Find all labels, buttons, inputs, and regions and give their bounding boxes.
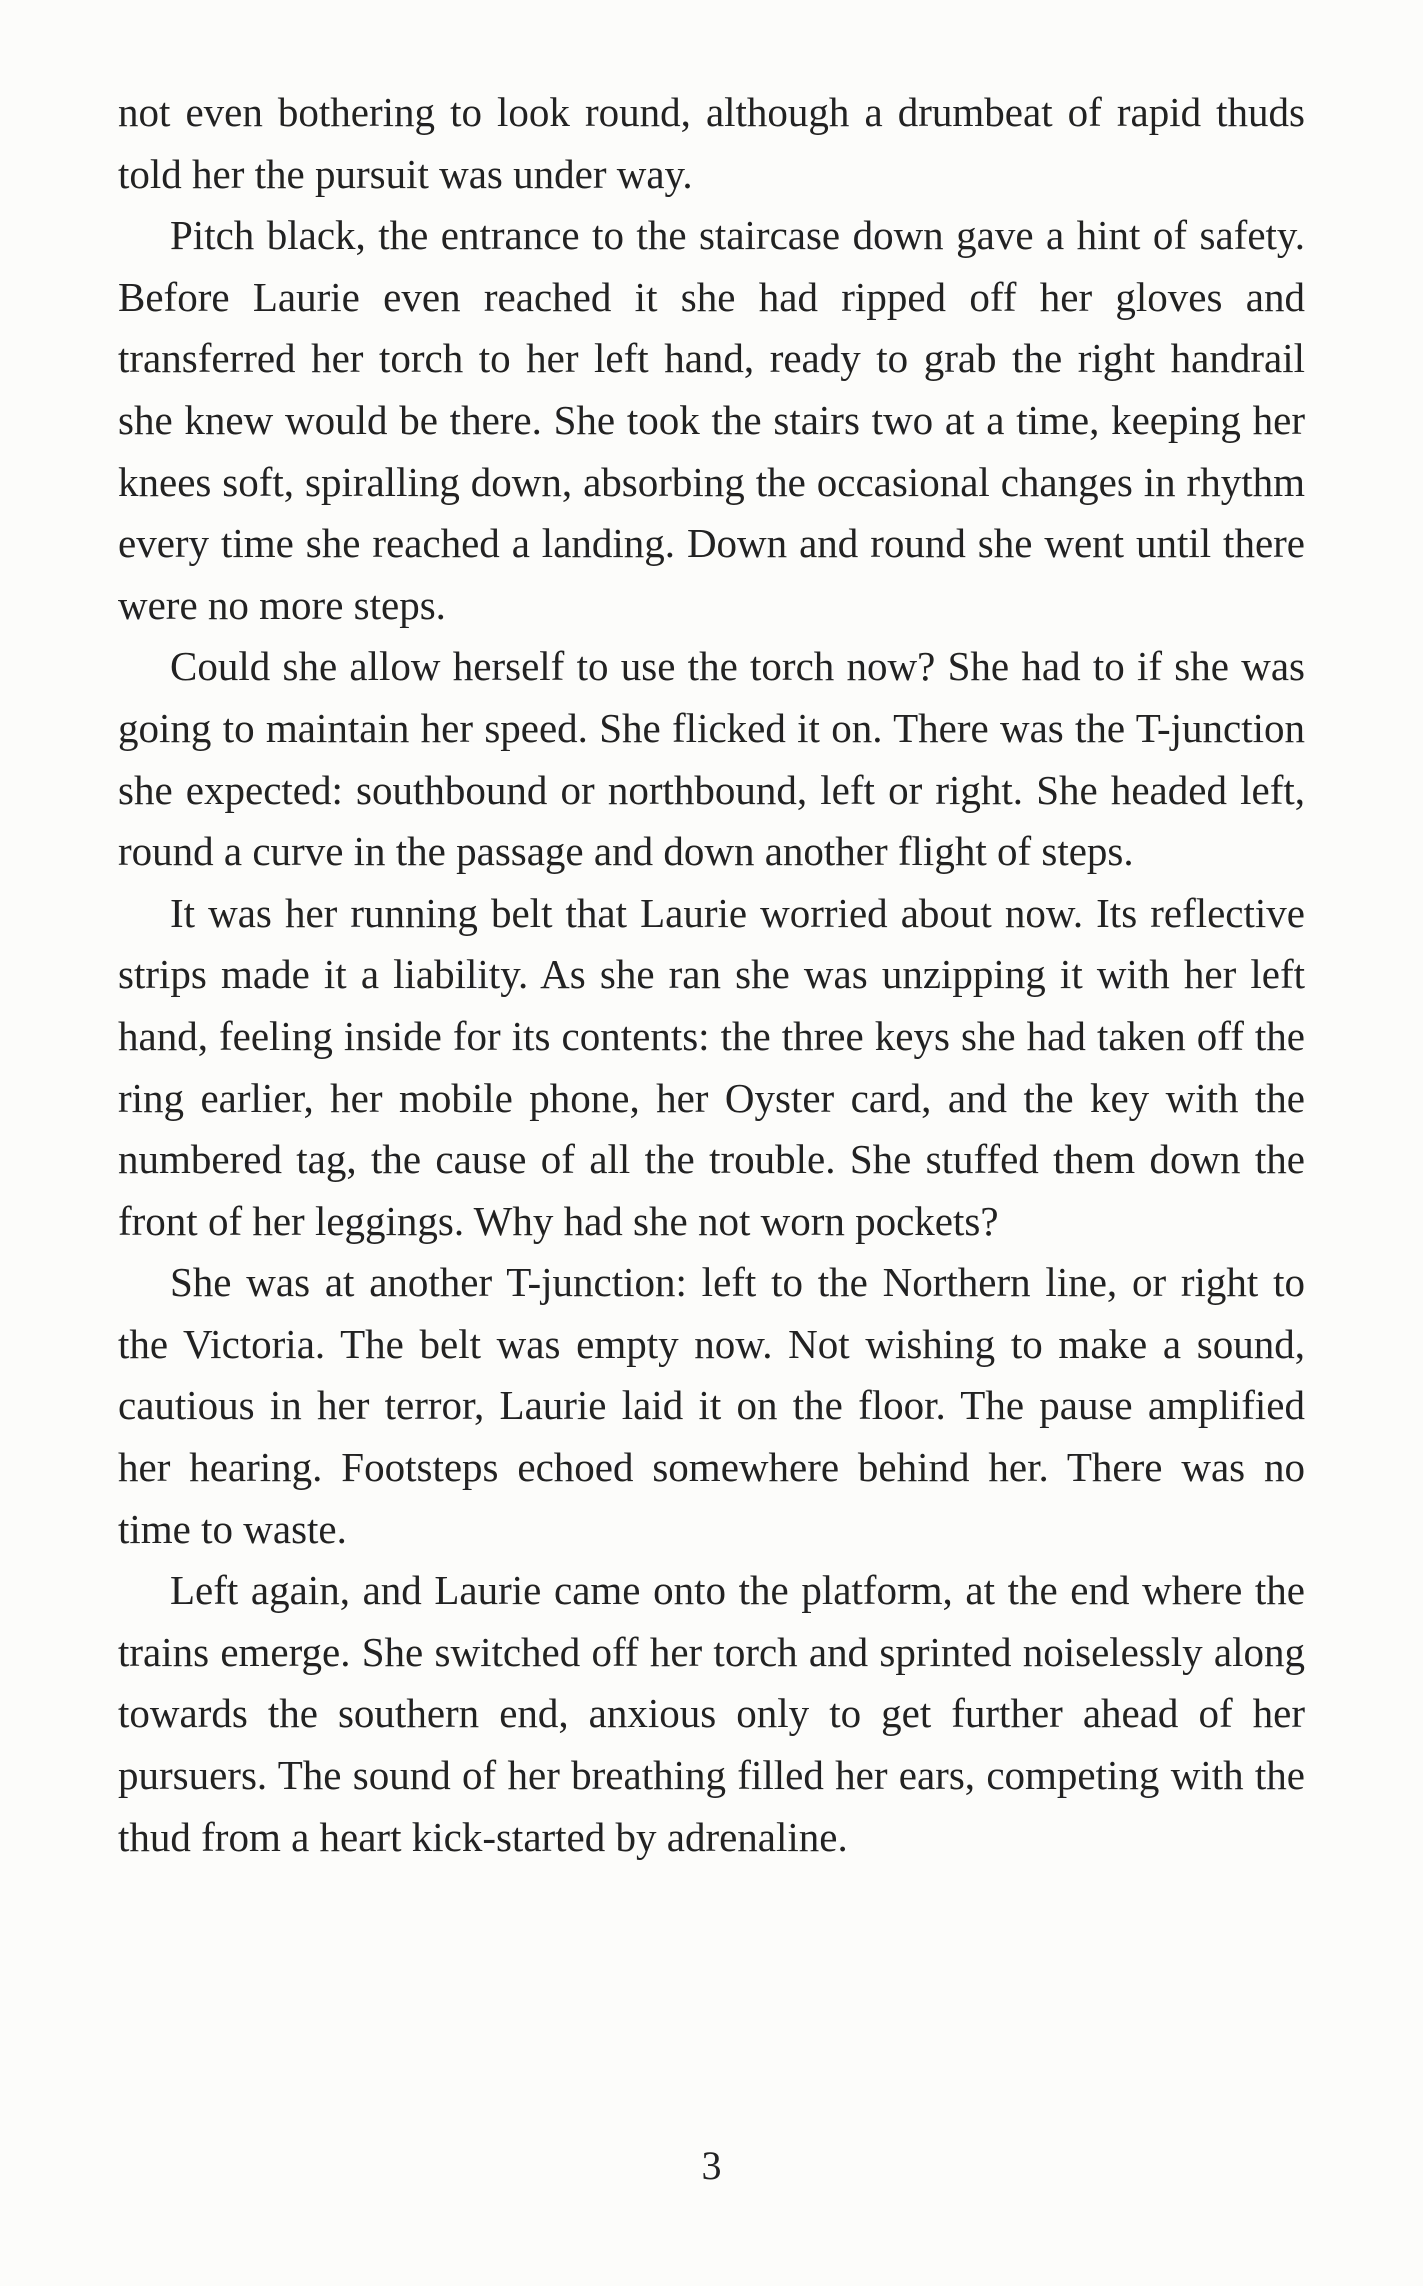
paragraph-4: It was her running belt that Laurie worried about now. Its reflective strips made it a liability. As she ran she was unzipping it with her left hand, feeling inside for its contents: the three keys she had taken off the ring earlier, her mobile phone, her Oyster card, and the key with the numbered tag, the cause of all the trouble. She stuffed them down the front of her leggings. Why had she not worn pockets?	[118, 889, 1305, 1244]
page-body	[118, 82, 1305, 1868]
paragraph-3: Could she allow herself to use the torch now? She had to if she was going to maintain her speed. She flicked it on. There was the T-junction she expected: southbound or northbound, left or right. She headed left, round a curve in the passage and down another flight of steps.	[118, 643, 1305, 875]
paragraph-2: Pitch black, the entrance to the staircase down gave a hint of safety. Before Laurie even reached it she had ripped off her gloves and transferred her torch to her left hand, ready to grab the right handrail she knew would be there. She took the stairs two at a time, keeping her knees soft, spiralling down, absorbing the occasional changes in rhythm every time she reached a landing. Down and round she went until there were no more steps.	[118, 212, 1305, 628]
paragraph-1: not even bothering to look round, although a drumbeat of rapid thuds told her the pursuit was under way.	[118, 89, 1305, 197]
paragraph-6: Left again, and Laurie came onto the platform, at the end where the trains emerge. She switched off her torch and sprinted noiselessly along towards the southern end, anxious only to get further ahead of her pursuers. The sound of her breathing filled her ears, competing with the thud from a heart kick-started by adrenaline.	[118, 1567, 1305, 1860]
paragraph-5: She was at another T-junction: left to the Northern line, or right to the Victoria. The belt was empty now. Not wishing to make a sound, cautious in her terror, Laurie laid it on the floor. The pause amplified her hearing. Footsteps echoed somewhere behind her. There was no time to waste.	[118, 1259, 1305, 1552]
page-number: 3	[701, 2143, 722, 2188]
